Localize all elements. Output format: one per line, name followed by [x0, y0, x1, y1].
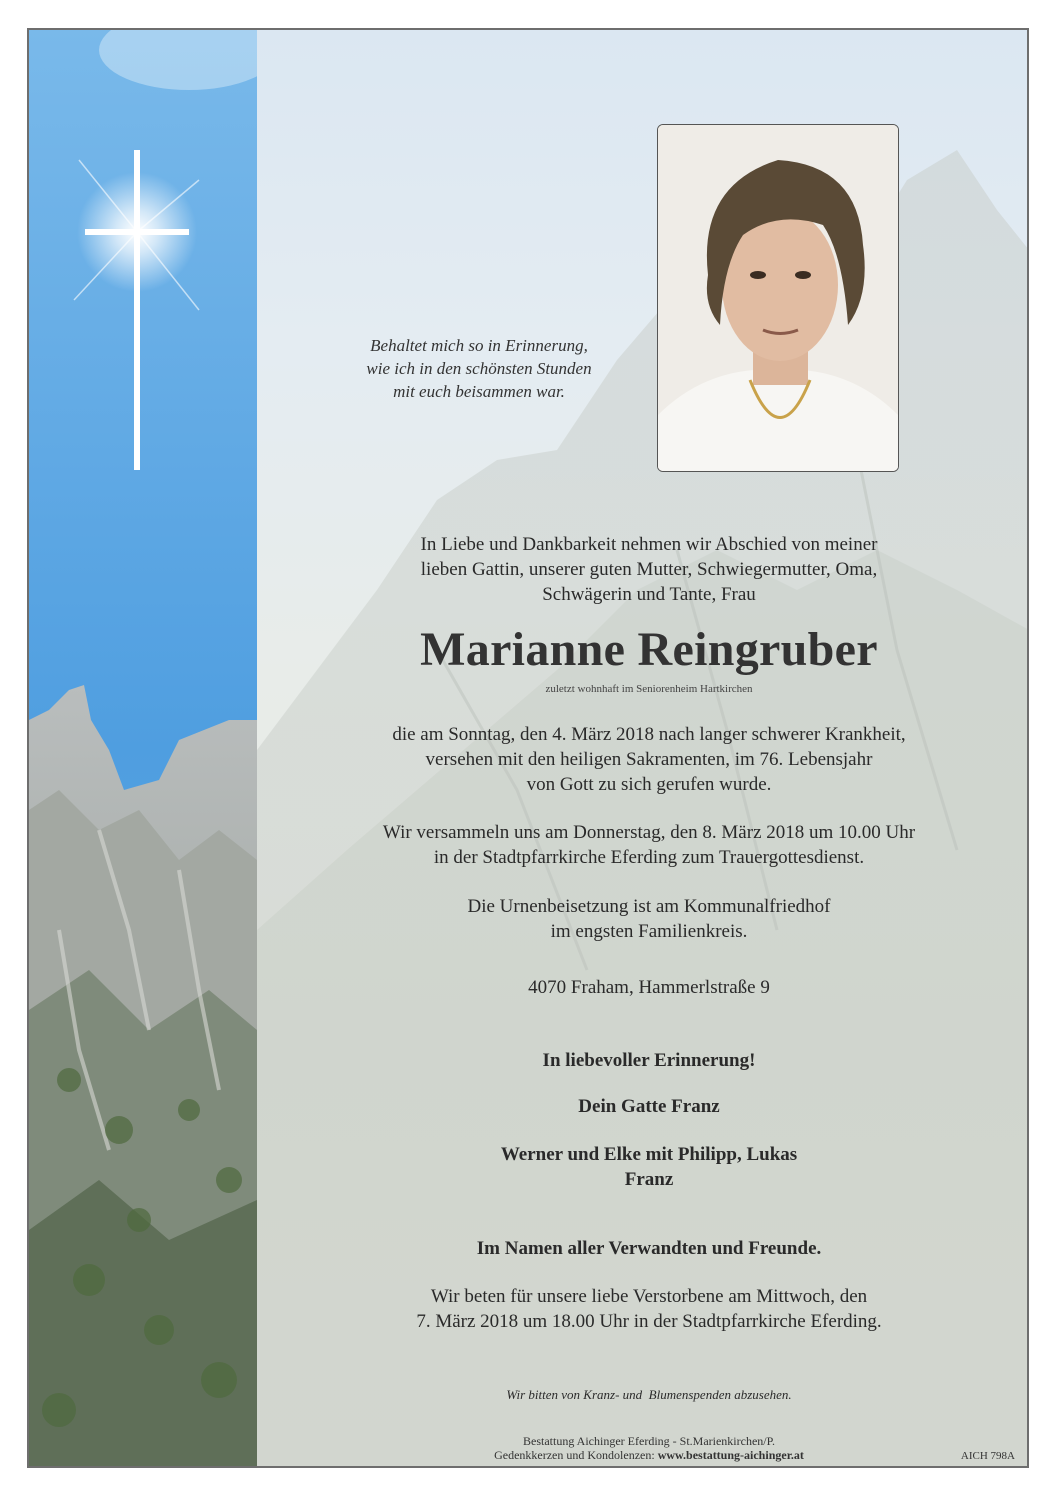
mourners-relatives: Im Namen aller Verwandten und Freunde.	[476, 1238, 822, 1259]
cross-icon	[59, 120, 209, 480]
flowers-note: Wir bitten von Kranz- und Blumenspenden abzusehen.	[506, 1387, 792, 1402]
mourners-heading: In liebevoller Erinnerung!	[542, 1050, 756, 1071]
mourners-children	[289, 1142, 1009, 1192]
quote-line: wie ich in den schönsten Stunden	[366, 359, 592, 378]
prayer-info	[289, 1284, 1009, 1334]
burial-line: Die Urnenbeisetzung ist am Kommunalfriedhof	[467, 896, 831, 917]
deceased-residence: zuletzt wohnhaft im Seniorenheim Hartkirchen	[545, 683, 753, 695]
footer-line: Bestattung Aichinger Eferding - St.Marienkirchen/P.	[523, 1434, 775, 1448]
intro-text	[309, 532, 989, 607]
memorial-quote	[329, 334, 629, 403]
obituary-card	[27, 28, 1029, 1468]
service-line: Wir versammeln uns am Donnerstag, den 8. März 2018 um 10.00 Uhr	[382, 822, 916, 843]
mourners-spouse: Dein Gatte Franz	[578, 1096, 720, 1117]
intro-line: lieben Gattin, unserer guten Mutter, Schwiegermutter, Oma,	[420, 559, 878, 580]
website-link[interactable]: www.bestattung-aichinger.at	[657, 1448, 804, 1462]
burial-line: im engsten Familienkreis.	[550, 921, 748, 942]
portrait-photo	[657, 124, 899, 472]
service-info	[289, 820, 1009, 870]
death-notice-line: von Gott zu sich gerufen wurde.	[526, 774, 772, 795]
reference-code: AICH 798A	[960, 1450, 1015, 1462]
mourners-children-line: Werner und Elke mit Philipp, Lukas	[500, 1144, 798, 1165]
death-notice-line: versehen mit den heiligen Sakramenten, im 76. Lebensjahr	[425, 749, 873, 770]
death-notice-line: die am Sonntag, den 4. März 2018 nach langer schwerer Krankheit,	[392, 724, 906, 745]
quote-line: Behaltet mich so in Erinnerung,	[370, 336, 588, 355]
intro-line: In Liebe und Dankbarkeit nehmen wir Abschied von meiner	[420, 534, 878, 555]
footer-line	[389, 1448, 909, 1462]
footer-line-prefix: Gedenkkerzen und Kondolenzen:	[494, 1448, 658, 1462]
burial-info	[289, 894, 1009, 944]
prayer-line: 7. März 2018 um 18.00 Uhr in der Stadtpfarrkirche Eferding.	[416, 1311, 882, 1332]
funeral-home-footer	[389, 1434, 909, 1462]
prayer-line: Wir beten für unsere liebe Verstorbene am Mittwoch, den	[430, 1286, 868, 1307]
death-notice	[289, 722, 1009, 797]
address: 4070 Fraham, Hammerlstraße 9	[528, 977, 770, 998]
side-image-strip	[29, 30, 257, 1466]
quote-line: mit euch beisammen war.	[393, 382, 565, 401]
deceased-name: Marianne Reingruber	[420, 623, 878, 676]
service-line: in der Stadtpfarrkirche Eferding zum Trauergottesdienst.	[433, 847, 865, 868]
mourners-children-line: Franz	[624, 1169, 674, 1190]
intro-line: Schwägerin und Tante, Frau	[542, 584, 756, 605]
